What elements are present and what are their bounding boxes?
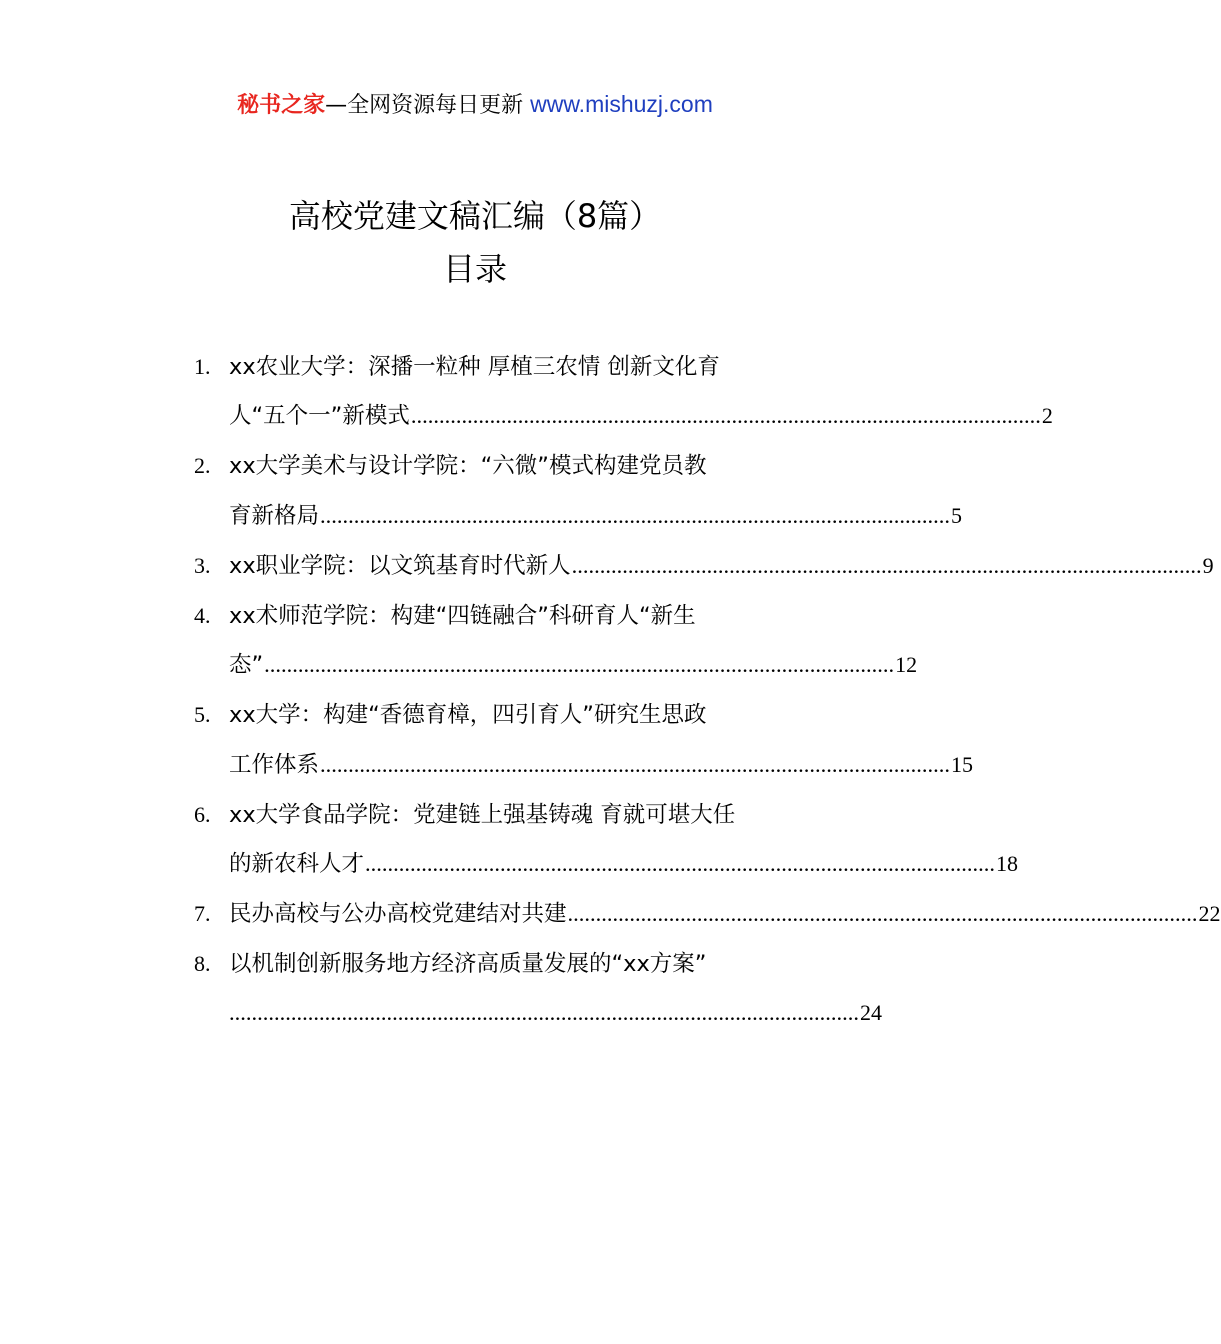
toc-page-number: 12 [895, 652, 918, 677]
toc-page-number: 24 [860, 1000, 882, 1025]
toc-page-number: 2 [1041, 403, 1053, 428]
site-header [0, 88, 950, 122]
toc-entry-title[interactable]: xx农业大学：深播一粒种 厚植三农情 创新文化育 [229, 354, 720, 380]
toc-entry-title-cont: 工作体系 [229, 752, 320, 778]
dot-leader: ................................................................................................................ [320, 752, 951, 777]
toc-entry-title[interactable]: 以机制创新服务地方经济高质量发展的“xx方案” [229, 951, 707, 977]
toc-entry-leader[interactable] [229, 400, 1053, 432]
dot-leader: ................................................................................................................ [571, 553, 1202, 578]
toc-entry-title-cont: 的新农科人才 [229, 851, 365, 877]
toc-page-number: 15 [951, 752, 974, 777]
toc-entry-leader[interactable] [229, 500, 963, 532]
document-title: 高校党建文稿汇编（8篇） [288, 197, 662, 235]
toc-entry-number: 5. [194, 702, 211, 727]
toc-entry-leader[interactable] [229, 749, 974, 781]
dot-leader: ................................................................................................................ [365, 851, 996, 876]
toc-entry-number: 7. [194, 901, 211, 926]
toc-entry-number: 8. [194, 951, 211, 976]
toc-entry-title[interactable]: xx大学：构建“香德育樟，四引育人”研究生思政 [229, 702, 707, 728]
toc-entry-leader[interactable] [229, 997, 882, 1029]
toc-entry-title: xx职业学院：以文筑基育时代新人 [229, 553, 571, 579]
toc-entry-number: 3. [194, 553, 211, 578]
toc-heading: 目录 [442, 250, 507, 288]
toc-entry-title[interactable]: xx术师范学院：构建“四链融合”科研育人“新生 [229, 603, 696, 629]
toc-page-number: 18 [996, 851, 1019, 876]
toc-entry-leader[interactable] [229, 848, 1019, 880]
dot-leader: ................................................................................................................ [410, 403, 1041, 428]
dot-leader: ................................................................................................................ [229, 1000, 859, 1025]
toc-page-number: 9 [1202, 553, 1214, 578]
toc-entry-number: 4. [194, 603, 211, 628]
dot-leader: ................................................................................................................ [320, 503, 951, 528]
header-tagline: —全网资源每日更新 [325, 93, 531, 118]
toc-entry-leader[interactable] [229, 649, 918, 681]
dot-leader: ................................................................................................................ [264, 652, 895, 677]
site-url-link[interactable]: www.mishuzj.com [530, 91, 713, 117]
toc-entry-title[interactable]: xx大学美术与设计学院：“六微”模式构建党员教 [229, 453, 707, 479]
toc-entry-number: 6. [194, 802, 211, 827]
toc-entry-number: 2. [194, 453, 211, 478]
toc-entry-title-cont: 人“五个一”新模式 [229, 403, 410, 429]
toc-entry-title-cont: 育新格局 [229, 503, 320, 529]
brand-name: 秘书之家 [237, 93, 326, 118]
toc-entry-leader[interactable] [229, 550, 1214, 582]
toc-page-number: 22 [1198, 901, 1221, 926]
toc-entry-title: 民办高校与公办高校党建结对共建 [229, 901, 567, 927]
toc-entry-title-cont: 态” [229, 652, 264, 678]
toc-page-number: 5 [951, 503, 963, 528]
toc-entry-number: 1. [194, 354, 211, 379]
toc-entry-leader[interactable] [229, 898, 1221, 930]
dot-leader: ................................................................................................................ [567, 901, 1198, 926]
toc-entry-title[interactable]: xx大学食品学院：党建链上强基铸魂 育就可堪大任 [229, 802, 736, 828]
